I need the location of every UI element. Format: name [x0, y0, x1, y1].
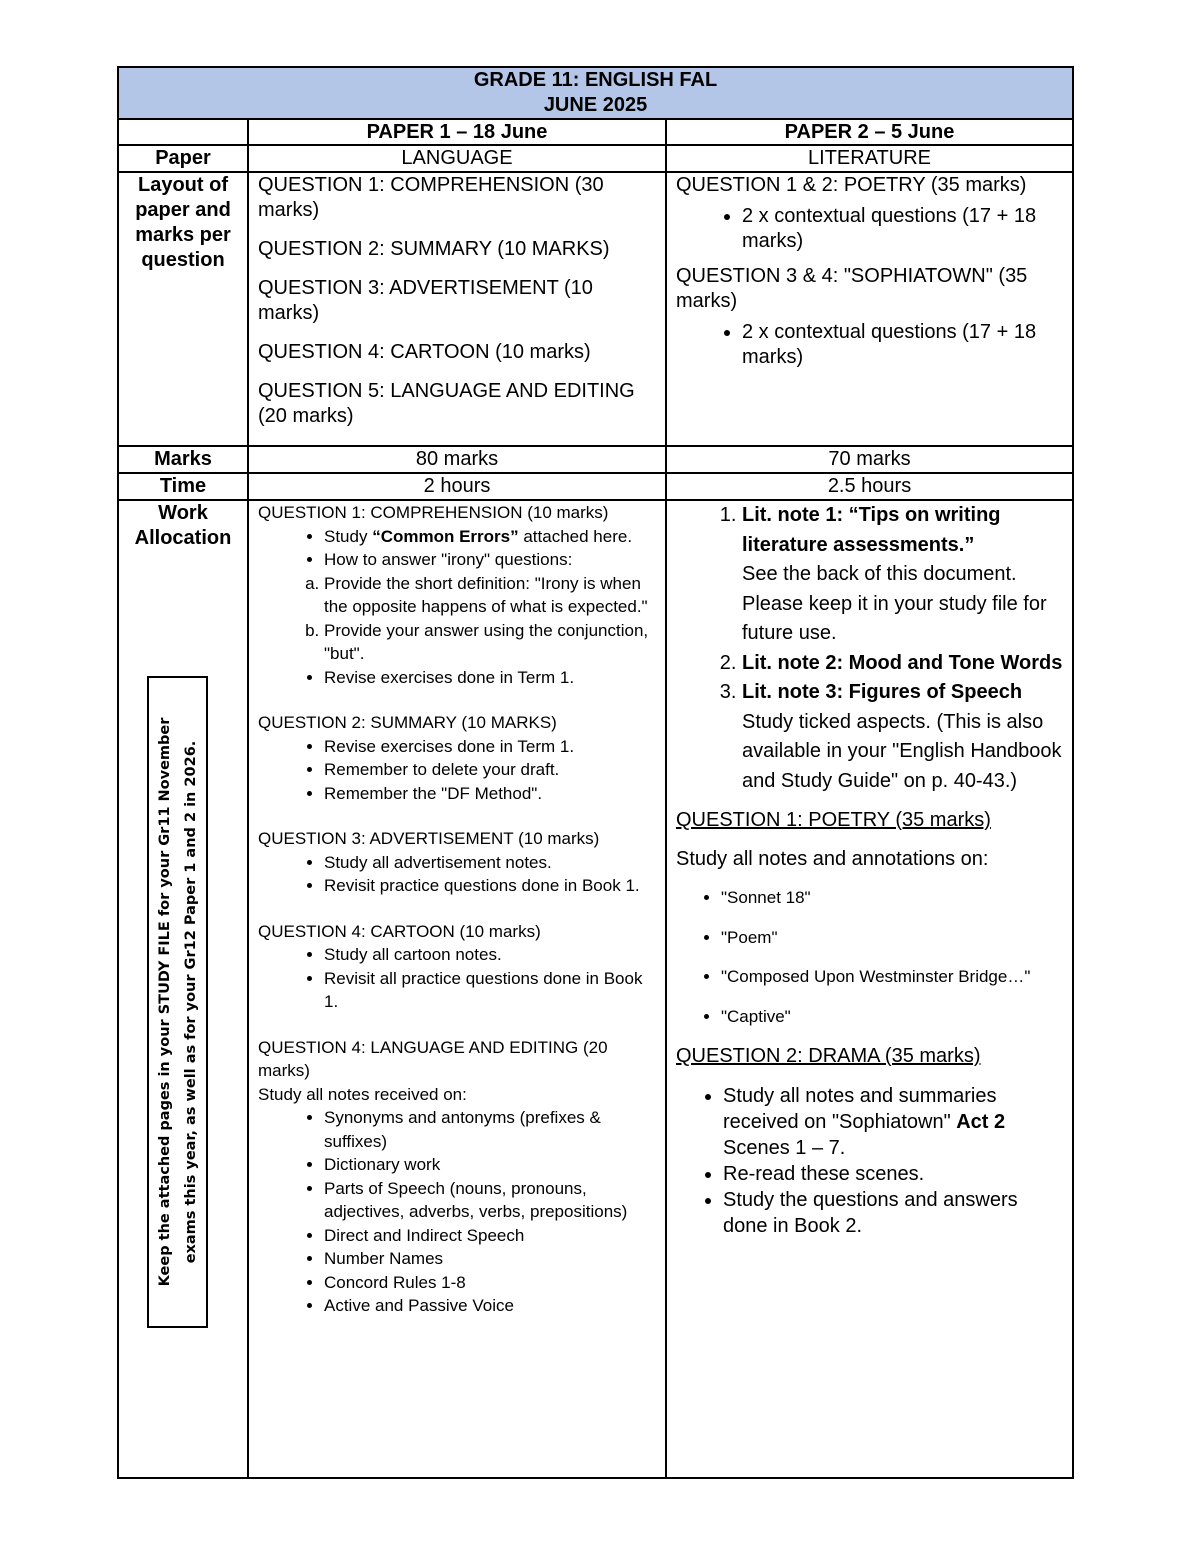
- layout-row: [118, 172, 1073, 446]
- list-item: [324, 525, 656, 549]
- bold-text: Act 2: [956, 1111, 1006, 1133]
- work-allocation-row: [118, 500, 1073, 1478]
- lit-note-text: Study ticked aspects. (This is also available in your "English Handbook and Study Guide" on p. 40-43.): [742, 710, 1062, 792]
- bullet-list: [258, 1106, 656, 1318]
- list-item: • Concord Rules 1-8: [324, 1271, 656, 1295]
- marks-label: Marks: [118, 446, 248, 473]
- work-label-line: Allocation: [134, 527, 232, 549]
- lettered-list: [258, 572, 656, 666]
- time-row: [118, 473, 1073, 500]
- bullet-list: [676, 204, 1063, 254]
- paper-heading-row: [118, 119, 1073, 145]
- layout-question: QUESTION 3: ADVERTISEMENT (10 marks): [258, 277, 593, 324]
- list-item: • Study all cartoon notes.: [324, 943, 656, 967]
- paper1-layout: [248, 172, 666, 446]
- lit-note-title: Lit. note 2: Mood and Tone Words: [742, 651, 1063, 674]
- poetry-intro: Study all notes and annotations on:: [676, 848, 989, 870]
- poem-item: • "Poem": [721, 926, 1063, 950]
- layout-question: QUESTION 1: COMPREHENSION (30 marks): [258, 174, 604, 221]
- list-item: • 2 x contextual questions (17 + 18 marks): [742, 320, 1063, 370]
- text: attached here.: [518, 526, 633, 546]
- list-item: • Direct and Indirect Speech: [324, 1224, 656, 1248]
- time-label: Time: [118, 473, 248, 500]
- paper1-type: LANGUAGE: [248, 145, 666, 172]
- text: Study: [324, 526, 373, 546]
- list-item: • Active and Passive Voice: [324, 1294, 656, 1318]
- lit-note-title: Lit. note 1: “Tips on writing literature assessments.”: [742, 504, 1001, 556]
- poem-item: • "Composed Upon Westminster Bridge…": [721, 965, 1063, 989]
- bullet-list: [258, 851, 656, 898]
- list-item: • Remember the "DF Method".: [324, 782, 656, 806]
- bullet-list: [258, 666, 656, 690]
- poem-item: • "Sonnet 18": [721, 886, 1063, 910]
- layout-label-line: marks per: [135, 224, 231, 246]
- layout-question: QUESTION 5: LANGUAGE AND EDITING (20 marks): [258, 380, 635, 427]
- layout-label-line: question: [141, 249, 225, 271]
- list-item: • Revisit all practice questions done in Book 1.: [324, 967, 656, 1014]
- layout-question: QUESTION 2: SUMMARY (10 MARKS): [258, 238, 610, 260]
- list-item: • Revise exercises done in Term 1.: [324, 666, 656, 690]
- paper2-layout: [666, 172, 1073, 446]
- question-heading: QUESTION 3: ADVERTISEMENT (10 marks): [258, 829, 600, 848]
- note-line: exams this year, as well as for your Gr12 Paper 1 and 2 in 2026.: [182, 740, 199, 1264]
- list-item: • Synonyms and antonyms (prefixes & suffixes): [324, 1106, 656, 1153]
- layout-label-line: Layout of: [138, 174, 228, 196]
- list-item: b. Provide your answer using the conjunction, "but".: [324, 619, 656, 666]
- list-item: • Dictionary work: [324, 1153, 656, 1177]
- title-row: [118, 67, 1073, 119]
- layout-question: QUESTION 1 & 2: POETRY (35 marks): [676, 174, 1027, 196]
- paper2-heading: PAPER 2 – 5 June: [666, 119, 1073, 145]
- bullet-list: [258, 525, 656, 572]
- list-item: • Number Names: [324, 1247, 656, 1271]
- layout-label: [118, 172, 248, 446]
- list-item: • Revisit practice questions done in Book 1.: [324, 874, 656, 898]
- poems-list: [676, 886, 1063, 1028]
- question-heading: QUESTION 1: COMPREHENSION (10 marks): [258, 503, 609, 522]
- paper2-type: LITERATURE: [666, 145, 1073, 172]
- layout-question: QUESTION 4: CARTOON (10 marks): [258, 341, 591, 363]
- list-item: • Remember to delete your draft.: [324, 758, 656, 782]
- title-line-2: JUNE 2025: [543, 94, 648, 116]
- drama-item: [723, 1083, 1063, 1161]
- drama-item: • Re-read these scenes.: [723, 1161, 1063, 1187]
- list-item: • 2 x contextual questions (17 + 18 marks): [742, 204, 1063, 254]
- text: Scenes 1 – 7.: [723, 1137, 846, 1159]
- document-title: [118, 67, 1073, 119]
- lit-note-text: See the back of this document. Please keep it in your study file for future use.: [742, 563, 1047, 644]
- paper2-time: 2.5 hours: [666, 473, 1073, 500]
- paper1-work-allocation: [248, 500, 666, 1478]
- exam-schedule-table: [117, 66, 1074, 1479]
- study-intro: Study all notes received on:: [258, 1084, 467, 1104]
- question-heading: QUESTION 2: SUMMARY (10 MARKS): [258, 713, 557, 732]
- layout-question: QUESTION 3 & 4: "SOPHIATOWN" (35 marks): [676, 265, 1028, 312]
- drama-item: • Study the questions and answers done in Book 2.: [723, 1187, 1063, 1239]
- marks-row: [118, 446, 1073, 473]
- work-label-line: Work: [158, 502, 208, 524]
- bullet-list: [258, 735, 656, 806]
- drama-heading: QUESTION 2: DRAMA (35 marks): [676, 1045, 981, 1067]
- paper1-marks: 80 marks: [248, 446, 666, 473]
- study-file-note: [152, 692, 204, 1312]
- list-item: a. Provide the short definition: "Irony is when the opposite happens of what is expected.": [324, 572, 656, 619]
- note-line: Keep the attached pages in your STUDY FILE for your Gr11 November: [156, 717, 173, 1287]
- lit-note-item: [742, 501, 1063, 649]
- lit-note-title: Lit. note 3: Figures of Speech: [742, 681, 1023, 703]
- paper-label: Paper: [118, 145, 248, 172]
- bullet-list: [258, 943, 656, 1014]
- lit-note-item: [742, 678, 1063, 796]
- paper1-heading: PAPER 1 – 18 June: [248, 119, 666, 145]
- bullet-list: [676, 320, 1063, 370]
- list-item: • Revise exercises done in Term 1.: [324, 735, 656, 759]
- empty-corner-cell: [118, 119, 248, 145]
- drama-list: [676, 1083, 1063, 1239]
- question-heading: QUESTION 4: LANGUAGE AND EDITING (20 marks): [258, 1037, 608, 1080]
- paper2-marks: 70 marks: [666, 446, 1073, 473]
- poetry-heading: QUESTION 1: POETRY (35 marks): [676, 809, 991, 831]
- list-item: • How to answer "irony" questions:: [324, 548, 656, 572]
- paper-row: [118, 145, 1073, 172]
- lit-notes-list: [676, 501, 1063, 796]
- lit-note-item: [742, 649, 1063, 679]
- study-file-note-box: [147, 676, 208, 1328]
- bold-text: “Common Errors”: [372, 526, 519, 546]
- text: Study all notes and summaries received on "Sophiatown": [723, 1085, 997, 1133]
- layout-label-line: paper and: [135, 199, 231, 221]
- question-heading: QUESTION 4: CARTOON (10 marks): [258, 921, 541, 941]
- poem-item: • "Captive": [721, 1005, 1063, 1029]
- list-item: • Parts of Speech (nouns, pronouns, adjectives, adverbs, verbs, prepositions): [324, 1177, 656, 1224]
- list-item: • Study all advertisement notes.: [324, 851, 656, 875]
- paper2-work-allocation: [666, 500, 1073, 1478]
- paper1-time: 2 hours: [248, 473, 666, 500]
- title-line-1: GRADE 11: ENGLISH FAL: [473, 69, 718, 91]
